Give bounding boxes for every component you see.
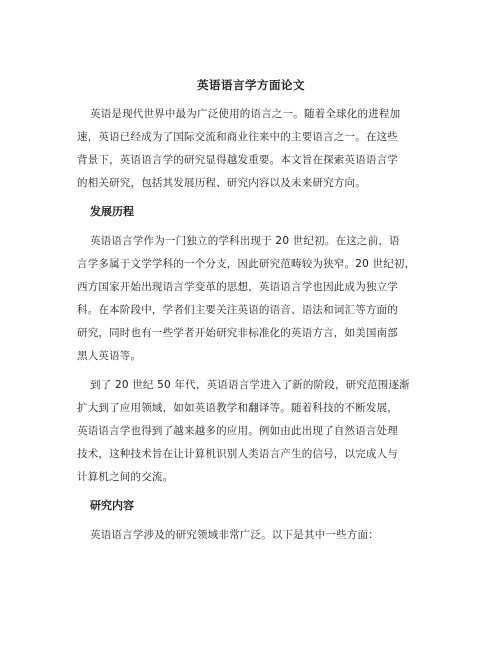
text-line: 扩大到了应用领域，如如英语教学和翻译等。随着科技的不断发展， (77, 402, 398, 414)
text-line: 英语语言学也得到了越来越多的应用。例如由此出现了自然语言处理 (77, 425, 398, 437)
text-line: 计算机之间的交流。 (77, 471, 174, 483)
text-line: 言学多属于文学学科的一个分支，因此研究范畴较为狭窄。20 世纪初， (77, 258, 416, 270)
document-title: 英语语言学方面论文 (197, 78, 305, 92)
text-line: 英语语言学作为一门独立的学科出现于 20 世纪初。在这之前，语 (90, 235, 400, 247)
text-line: 背景下，英语语言学的研究显得越发重要。本文旨在探索英语语言学 (77, 154, 398, 166)
text-line: 技术，这种技术旨在让计算机识别人类语言产生的信号，以完成人与 (77, 448, 398, 460)
text-line: 研究，同时也有一些学者开始研究非标准化的英语方言，如美国南部 (77, 327, 398, 339)
text-line: 西方国家开始出现语言学变革的思想，英语语言学也因此成为独立学 (77, 281, 398, 293)
text-line: 英语语言学涉及的研究领域非常广泛。以下是其中一些方面： (90, 529, 379, 541)
section-heading-history: 发展历程 (90, 205, 134, 218)
text-line: 速，英语已经成为了国际交流和商业往来中的主要语言之一。在这些 (77, 131, 398, 143)
text-line: 黑人英语等。 (77, 350, 142, 362)
section-heading-research: 研究内容 (90, 499, 134, 512)
text-line: 科。在本阶段中，学者们主要关注英语的语音、语法和词汇等方面的 (77, 304, 398, 316)
text-line: 到了 20 世纪 50 年代，英语语言学进入了新的阶段，研究范围逐渐 (90, 379, 410, 391)
text-line: 的相关研究，包括其发展历程、研究内容以及未来研究方向。 (77, 177, 366, 189)
text-line: 英语是现代世界中最为广泛使用的语言之一。随着全球化的进程加 (90, 108, 401, 120)
